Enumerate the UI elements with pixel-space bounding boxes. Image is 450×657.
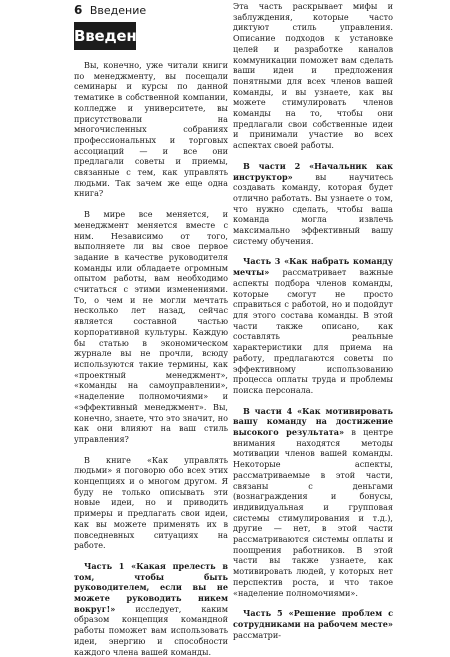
- chapter-title: Введение: [74, 22, 136, 50]
- left-column: [74, 60, 228, 657]
- paragraph: В книге «Как управлять людьми» я поговорю обо всех этих концепциях и о многом другом. Я буду не только описывать эти новые идеи, но и приводить примеры и предлагать свои идеи, как вы можете применять их в повседневных ситуациях на работе.: [74, 454, 228, 551]
- paragraph: Вы, конечно, уже читали книги по менеджменту, вы посещали семинары и курсы по данной тематике в собственной компании, колледже и университете, вы присутствовали на многочисленных собраниях профессиональных и торговых ассоциаций — и все они предлагали советы и приемы, связанные с тем, как управлять людьми. Так зачем же еще одна книга?: [74, 60, 228, 199]
- section-lead: Часть 3 «Как набрать команду мечты»: [233, 256, 393, 278]
- paragraph: Часть 1 «Какая прелесть в том, чтобы быть руководителем, если вы не можете руководить никем вокруг!» исследует, каким образом концепция командной работы поможет вам использовать идеи, энергию и способности каждого члена вашей команды.: [74, 560, 228, 657]
- paragraph: Часть 3 «Как набрать команду мечты» рассматривает важные аспекты подбора членов команды, которые смогут не просто справиться с работой, но и подойдут для этого состава команды. В этой части также описано, как составлять реальные характеристики для приема на работу, предлагаются советы по эффективному использованию процесса оплаты труда и проблемы поиска персонала.: [233, 256, 393, 395]
- paragraph: В части 4 «Как мотивировать вашу команду на достижение высокого результата» в центре внимания находятся методы мотивации членов вашей команды. Некоторые аспекты, рассматриваемые в этой части, связаны с деньгами (вознаграждения и бонусы, индивидуальная и групповая системы стимулирования и т.д.), другие — нет, в этой части рассматриваются системы оплаты и поощрения работников. В этой части вы также узнаете, как мотивировать людей, у которых нет перспектив роста, и что такое «наделение полномочиями».: [233, 405, 393, 598]
- paragraph: Часть 5 «Решение проблем с сотрудниками на рабочем месте» рассматри-: [233, 608, 393, 640]
- section-lead: В части 2 «Начальник как инструктор»: [233, 160, 393, 182]
- section-lead: В части 4 «Как мотивировать вашу команду на достижение высокого результата»: [233, 405, 393, 438]
- page-number: 6: [74, 3, 83, 17]
- paragraph: В части 2 «Начальник как инструктор» вы научитесь создавать команду, которая будет отлично работать. Вы узнаете о том, что нужно сделать, чтобы ваша команда могла извлечь максимально эффективный вашу систему обучения.: [233, 160, 393, 246]
- running-header: [74, 3, 146, 18]
- paragraph: В мире все меняется, и менеджмент меняется вместе с ним. Независимо от того, выполняете ли вы свое первое задание в качестве руководителя команды или обладаете огромным опытом работы, вам необходимо считаться с этими изменениями. То, о чем и не могли мечтать несколько лет назад, сейчас является составной частью корпоративной культуры. Каждую бы статью в экономическом журнале вы не прочли, всюду используются такие термины, как «проектный менеджмент», «команды на самоуправлении», «наделение полномочиями» и «эффективный менеджмент». Вы, конечно, знаете, что это значит, но как они влияют на ваш стиль управления?: [74, 209, 228, 444]
- paragraph: Эта часть раскрывает мифы и заблуждения, которые часто диктуют стиль управления. Описание подходов к установке целей и разработке каналов коммуникации поможет вам сделать ваши идеи и предложения понятными для всех членов вашей команды, и вы узнаете, как вы можете стимулировать членов команды на то, чтобы они предлагали свои собственные идеи и принимали участие во всех аспектах своей работы.: [233, 1, 393, 151]
- section-lead: Часть 5 «Решение проблем с сотрудниками на рабочем месте»: [233, 608, 393, 629]
- section-lead: Часть 1 «Какая прелесть в том, чтобы быть руководителем, если вы не можете руководить никем вокруг!»: [74, 560, 228, 614]
- right-column: [233, 1, 393, 640]
- running-title: Введение: [89, 4, 147, 17]
